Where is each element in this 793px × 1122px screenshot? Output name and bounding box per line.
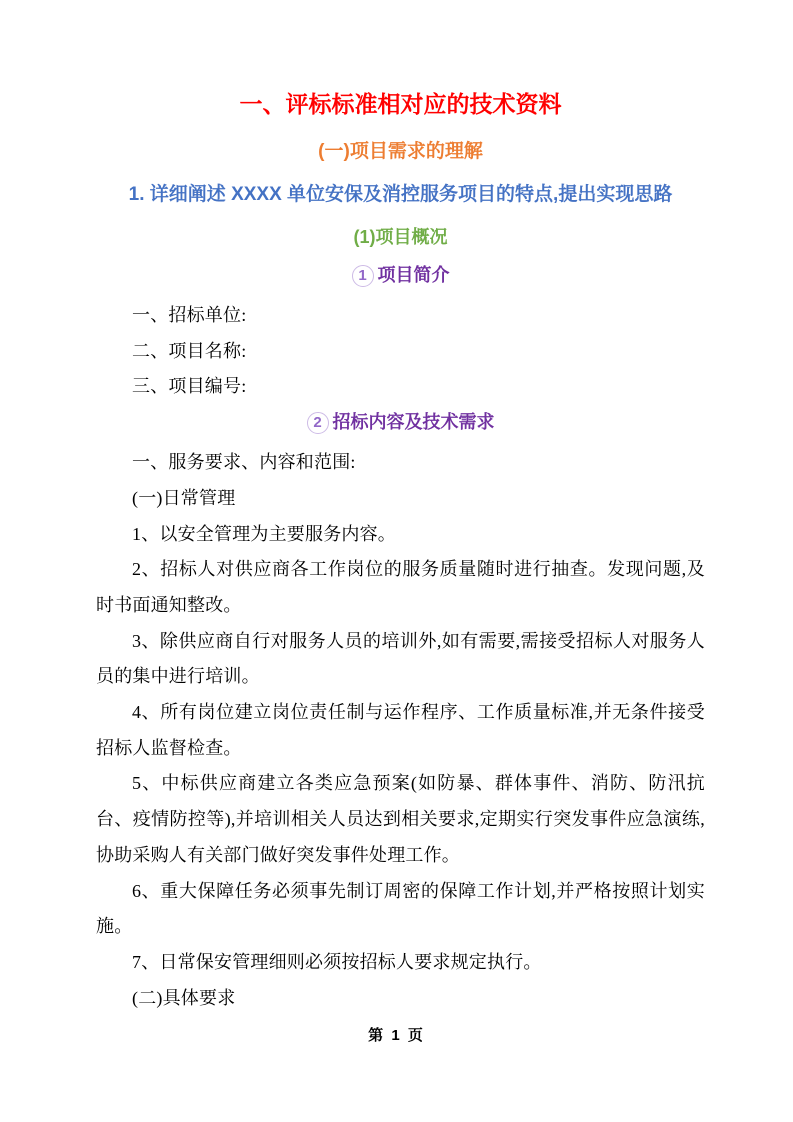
paragraph: 7、日常保安管理细则必须按招标人要求规定执行。: [132, 951, 542, 972]
page-footer: 第 1 页: [368, 1027, 425, 1044]
paragraph-project-number: 三、项目编号:: [132, 376, 247, 397]
heading-project-intro-label: 项目简介: [377, 265, 450, 285]
heading-project-intro: [96, 260, 705, 290]
paragraph: 3、除供应商自行对服务人员的培训外,如有需要,需接受招标人对服务人员的集中进行培训。: [96, 630, 705, 687]
paragraph: 2、招标人对供应商各工作岗位的服务质量随时进行抽查。发现问题,及时书面通知整改。: [96, 559, 705, 615]
circled-number: 1: [352, 265, 374, 287]
paragraph: 5、中标供应商建立各类应急预案(如防暴、群体事件、消防、防汛抗台、疫情防控等),并培训相关人员达到相关要求,定期实行突发事件应急演练,协助采购人有关部门做好突发事件处理工作。: [96, 773, 705, 865]
requirements-section: [96, 445, 705, 1016]
paragraph: (二)具体要求: [132, 987, 236, 1008]
heading-project-overview: (1)项目概况: [353, 227, 448, 247]
paragraph: 6、重大保障任务必须事先制订周密的保障工作计划,并严格按照计划实施。: [96, 880, 705, 937]
paragraph-bid-unit: 一、招标单位:: [132, 305, 247, 325]
paragraph-project-name: 二、项目名称:: [132, 340, 247, 361]
doc-title: 一、评标标准相对应的技术资料: [239, 91, 562, 117]
circled-number: 2: [307, 412, 329, 434]
intro-section: [96, 298, 705, 405]
paragraph: 4、所有岗位建立岗位责任制与运作程序、工作质量标准,并无条件接受招标人监督检查。: [96, 702, 705, 758]
heading-project-features: 1. 详细阐述 XXXX 单位安保及消控服务项目的特点,提出实现思路: [128, 184, 673, 205]
paragraph: 一、服务要求、内容和范围:: [132, 452, 356, 473]
heading-bid-content-label: 招标内容及技术需求: [332, 412, 495, 433]
paragraph: 1、以安全管理为主要服务内容。: [132, 523, 396, 544]
heading-bid-content: [96, 407, 705, 437]
paragraph: (一)日常管理: [132, 487, 236, 508]
heading-project-understanding: (一)项目需求的理解: [318, 141, 483, 162]
